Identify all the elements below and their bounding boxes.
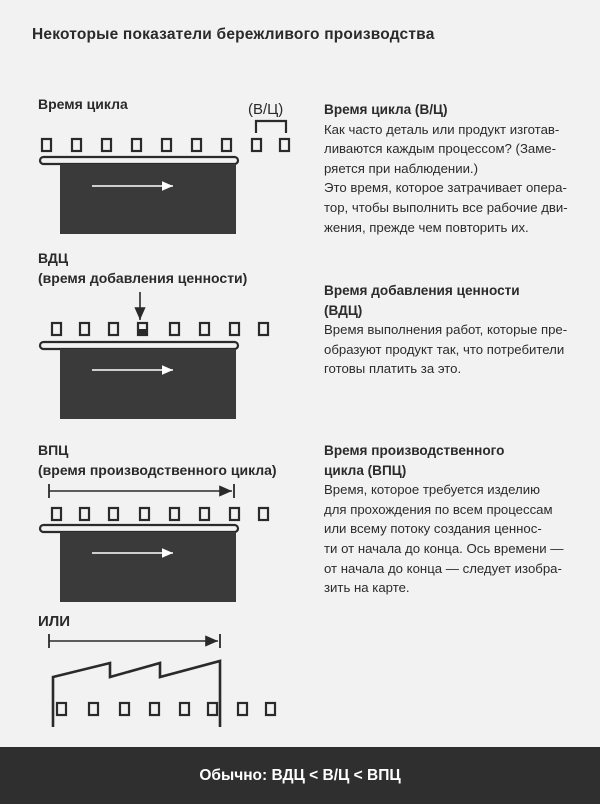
cycle-time-desc-line: тор, чтобы выполнить все рабочие дви- xyxy=(324,199,568,215)
part-icon xyxy=(170,323,179,335)
part-icon xyxy=(222,139,231,151)
process-block xyxy=(60,164,236,234)
part-icon xyxy=(89,703,98,715)
vpc-desc-line: для прохождения по всем процессам xyxy=(324,501,553,517)
part-icon xyxy=(132,139,141,151)
part-icon xyxy=(72,139,81,151)
part-icon xyxy=(230,323,239,335)
cycle-time-marker: (В/Ц) xyxy=(248,101,284,118)
footer-summary xyxy=(0,747,600,804)
vdc-label: ВДЦ xyxy=(38,250,69,266)
value-added-mark xyxy=(139,329,146,335)
part-icon xyxy=(266,703,275,715)
cycle-time-desc-line: жения, прежде чем повторить их. xyxy=(324,219,529,235)
cycle-time-desc-line: Это время, которое затрачивает опера- xyxy=(324,180,567,196)
page-title: Некоторые показатели бережливого производства xyxy=(32,26,435,43)
part-icon xyxy=(52,323,61,335)
part-icon xyxy=(80,508,89,520)
factory-outline-icon xyxy=(53,661,220,727)
cycle-time-desc-title: Время цикла (В/Ц) xyxy=(324,102,448,117)
cycle-time-desc-line: ливаются каждым процессом? (Заме- xyxy=(324,141,557,157)
conveyor-rail xyxy=(40,342,238,349)
conveyor-rail xyxy=(40,525,238,532)
vpc-desc-title: Время производственного xyxy=(324,443,505,458)
vdc-desc-line: Время выполнения работ, которые пре- xyxy=(324,322,568,338)
part-icon xyxy=(238,703,247,715)
vdc-desc-title: Время добавления ценности xyxy=(324,283,520,298)
vpc-desc-line: или всему потоку создания ценнос- xyxy=(324,521,542,537)
part-icon xyxy=(200,508,209,520)
part-icon xyxy=(192,139,201,151)
conveyor-rail xyxy=(40,157,238,164)
part-icon xyxy=(180,703,189,715)
vpc-label: ВПЦ xyxy=(38,442,69,458)
part-icon xyxy=(252,139,261,151)
cycle-time-desc-line: Как часто деталь или продукт изготав- xyxy=(324,121,560,137)
vpc-desc-line: Время, которое требуется изделию xyxy=(324,482,540,498)
vdc-desc-line: готовы платить за это. xyxy=(324,361,462,377)
part-icon xyxy=(259,323,268,335)
part-icon xyxy=(42,139,51,151)
part-icon xyxy=(109,323,118,335)
vdc-desc-title-2: (ВДЦ) xyxy=(324,302,363,318)
part-icon xyxy=(109,508,118,520)
part-icon xyxy=(200,323,209,335)
vpc-desc-line: зить на карте. xyxy=(324,580,410,596)
part-icon xyxy=(140,508,149,520)
footer-text: Обычно: ВДЦ < В/Ц < ВПЦ xyxy=(199,766,401,784)
part-icon xyxy=(80,323,89,335)
part-icon xyxy=(150,703,159,715)
part-icon xyxy=(259,508,268,520)
process-block xyxy=(60,532,236,602)
vpc-desc-line: от начала до конца — следует изобра- xyxy=(324,560,562,576)
part-icon xyxy=(208,703,217,715)
vpc-sublabel: (время производственного цикла) xyxy=(38,462,277,478)
vdc-desc-line: образуют продукт так, что потребители xyxy=(324,341,565,357)
part-icon xyxy=(170,508,179,520)
cycle-bracket xyxy=(256,121,286,133)
part-icon xyxy=(230,508,239,520)
factory-diagram xyxy=(49,634,275,727)
part-icon xyxy=(57,703,66,715)
part-icon xyxy=(120,703,129,715)
cycle-time-diagram xyxy=(40,121,289,234)
vpc-desc-title-2: цикла (ВПЦ) xyxy=(324,462,407,478)
part-icon xyxy=(52,508,61,520)
or-label: ИЛИ xyxy=(38,613,71,630)
part-icon xyxy=(162,139,171,151)
cycle-time-label: Время цикла xyxy=(38,96,128,112)
vdc-sublabel: (время добавления ценности) xyxy=(38,270,248,286)
process-block xyxy=(60,349,236,419)
part-icon xyxy=(280,139,289,151)
vdc-diagram xyxy=(40,292,268,419)
cycle-time-desc-line: ряется при наблюдении.) xyxy=(324,160,478,176)
vpc-desc-line: ти от начала до конца. Ось времени — xyxy=(324,540,564,556)
vpc-diagram xyxy=(40,484,268,602)
part-icon xyxy=(102,139,111,151)
